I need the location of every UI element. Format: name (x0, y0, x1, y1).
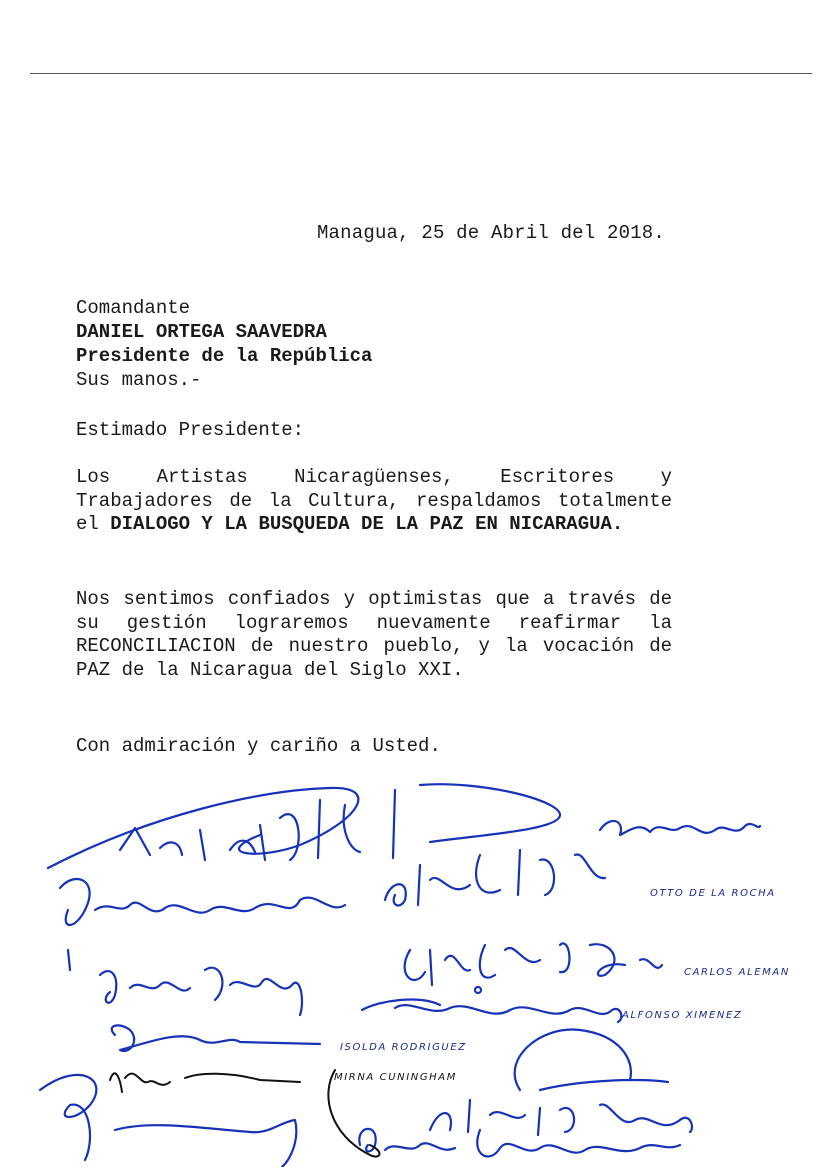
signature-carlos-stroke (405, 943, 662, 985)
signature-alfonso-dot (475, 987, 481, 993)
signature-left-r-stroke (40, 1075, 96, 1160)
signature-1-stroke-c (260, 784, 560, 860)
recipient-title: Comandante (76, 297, 191, 319)
paragraph-support (76, 466, 672, 537)
page-top-rule (30, 73, 812, 74)
paragraph-support-text: Los Artistas Nicaragüenses, Escritores y Trabajadores de la Cultura, respaldamos totalmente el (76, 466, 672, 535)
recipient-name: DANIEL ORTEGA SAAVEDRA (76, 321, 327, 343)
paragraph-support-emphasis: DIALOGO Y LA BUSQUEDA DE LA PAZ EN NICARAGUA. (110, 513, 624, 535)
signature-scribbles (0, 760, 825, 1167)
signature-jorge-underline (68, 950, 70, 970)
signature-1-stroke-b (120, 828, 255, 860)
printed-name-mirna: MIRNA CUNINGHAM (334, 1072, 457, 1083)
signature-aldo-stroke (430, 1100, 692, 1135)
sign-off: Con admiración y cariño a Usted. (76, 735, 441, 757)
signature-mirna-stroke (110, 1073, 300, 1092)
signature-1-stroke (48, 788, 358, 868)
signature-alfonso-stroke (362, 1000, 621, 1022)
printed-name-alfonso: ALFONSO XIMENEZ (622, 1010, 743, 1021)
signatures-block (0, 760, 825, 1167)
salutation: Estimado Presidente: (76, 419, 305, 441)
signature-isolda-stroke (112, 1025, 320, 1051)
signature-aldo-tail (540, 1080, 668, 1090)
recipient-position: Presidente de la República (76, 345, 373, 367)
letter-date: Managua, 25 de Abril del 2018. (316, 222, 665, 244)
printed-name-carlos: CARLOS ALEMAN (684, 967, 790, 978)
paragraph-reconciliation: Nos sentimos confiados y optimistas que a través de su gestión lograremos nuevamente reafirmar la RECONCILIACION de nuestro pueblo, y la vocación de PAZ de la Nicaragua del Siglo XXI. (76, 588, 672, 681)
signature-celia-stroke (600, 821, 760, 835)
signature-jorge-stroke (60, 879, 345, 925)
recipient-closing: Sus manos.- (76, 369, 202, 391)
signature-ramon-stroke (359, 1129, 680, 1157)
printed-name-otto: OTTO DE LA ROCHA (650, 888, 776, 899)
signature-otto-stroke (385, 850, 605, 905)
signature-irene-stroke (100, 968, 302, 1015)
printed-name-isolda: ISOLDA RODRIGUEZ (340, 1042, 467, 1053)
signature-left-r-tail (115, 1120, 296, 1167)
